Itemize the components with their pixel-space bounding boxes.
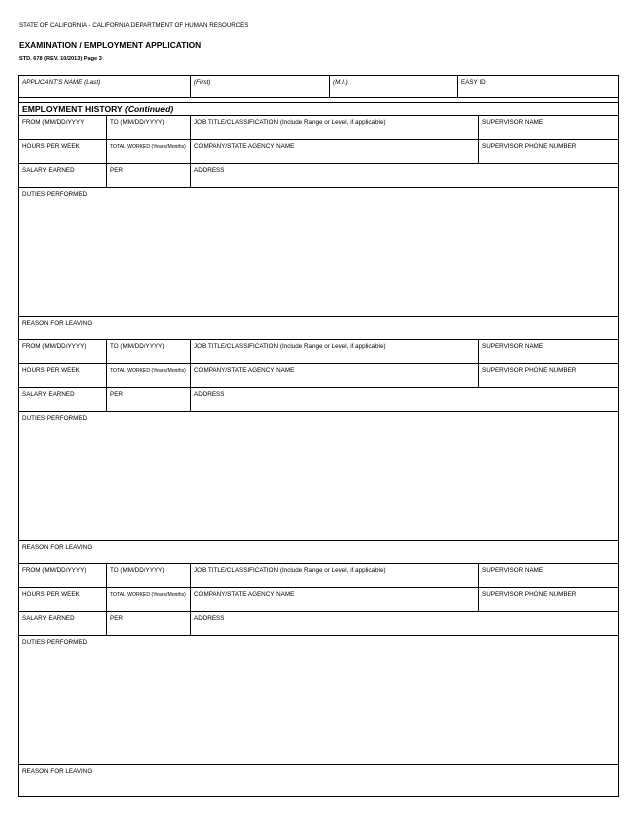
- company-field[interactable]: [190, 364, 478, 387]
- easy-id-field[interactable]: [457, 76, 618, 97]
- per-field[interactable]: [106, 612, 190, 635]
- address-label: ADDRESS: [194, 615, 225, 622]
- supervisor-phone-label: SUPERVISOR PHONE NUMBER: [482, 367, 577, 374]
- salary-row: [19, 164, 618, 188]
- reason-label: REASON FOR LEAVING: [22, 544, 93, 551]
- address-label: ADDRESS: [194, 167, 225, 174]
- supervisor-name-label: SUPERVISOR NAME: [482, 567, 544, 574]
- reason-label: REASON FOR LEAVING: [22, 768, 93, 775]
- hours-field[interactable]: [19, 140, 106, 163]
- duties-field[interactable]: [19, 636, 618, 765]
- to-date-label: TO (MM/DD/YYYY): [110, 567, 165, 574]
- address-label: ADDRESS: [194, 391, 225, 398]
- job-title-field[interactable]: [190, 340, 478, 363]
- company-label: COMPANY/STATE AGENCY NAME: [194, 591, 295, 598]
- form-id: STD. 678 (REV. 10/2013) Page 3: [19, 56, 102, 62]
- total-worked-field[interactable]: [106, 588, 190, 611]
- to-date-label: TO (MM/DD/YYYY): [110, 119, 165, 126]
- address-field[interactable]: [190, 164, 618, 187]
- first-name-field[interactable]: [190, 76, 329, 97]
- section-title: [22, 104, 173, 114]
- from-date-field[interactable]: [19, 564, 106, 587]
- section-title-text: EMPLOYMENT HISTORY: [22, 104, 123, 114]
- salary-row: [19, 612, 618, 636]
- hours-row: [19, 140, 618, 164]
- company-label: COMPANY/STATE AGENCY NAME: [194, 367, 295, 374]
- hours-label: HOURS PER WEEK: [22, 591, 80, 598]
- hours-field[interactable]: [19, 588, 106, 611]
- total-worked-label: TOTAL WORKED (Years/Months): [110, 592, 186, 598]
- per-label: PER: [110, 615, 123, 622]
- from-date-label: FROM (MM/DD/YYYY): [22, 343, 87, 350]
- from-date-field[interactable]: [19, 116, 106, 139]
- total-worked-field[interactable]: [106, 140, 190, 163]
- application-form: [18, 75, 619, 797]
- job-title-label: JOB TITLE/CLASSIFICATION (Include Range or Level, if applicable): [194, 343, 386, 350]
- to-date-field[interactable]: [106, 564, 190, 587]
- employment-entry: [19, 340, 618, 564]
- job-title-field[interactable]: [190, 116, 478, 139]
- employment-entry: [19, 564, 618, 796]
- from-date-field[interactable]: [19, 340, 106, 363]
- supervisor-phone-label: SUPERVISOR PHONE NUMBER: [482, 143, 577, 150]
- agency-header: STATE OF CALIFORNIA - CALIFORNIA DEPARTMENT OF HUMAN RESOURCES: [19, 22, 249, 29]
- reason-field[interactable]: [19, 765, 618, 796]
- job-title-field[interactable]: [190, 564, 478, 587]
- reason-field[interactable]: [19, 317, 618, 340]
- form-title: EXAMINATION / EMPLOYMENT APPLICATION: [19, 40, 202, 50]
- total-worked-label: TOTAL WORKED (Years/Months): [110, 368, 186, 374]
- salary-label: SALARY EARNED: [22, 615, 75, 622]
- supervisor-name-field[interactable]: [478, 564, 618, 587]
- reason-field[interactable]: [19, 541, 618, 564]
- per-label: PER: [110, 167, 123, 174]
- company-field[interactable]: [190, 140, 478, 163]
- from-date-label: FROM (MM/DD/YYYY): [22, 567, 87, 574]
- company-label: COMPANY/STATE AGENCY NAME: [194, 143, 295, 150]
- middle-initial-label: (M.I.): [333, 79, 348, 86]
- supervisor-phone-field[interactable]: [478, 364, 618, 387]
- middle-initial-field[interactable]: [329, 76, 457, 97]
- easy-id-label: EASY ID: [461, 79, 486, 86]
- supervisor-phone-field[interactable]: [478, 140, 618, 163]
- employment-entry: [19, 116, 618, 340]
- job-title-label: JOB TITLE/CLASSIFICATION (Include Range or Level, if applicable): [194, 567, 386, 574]
- last-name-label: APPLICANT'S NAME (Last): [22, 79, 101, 86]
- total-worked-label: TOTAL WORKED (Years/Months): [110, 144, 186, 150]
- to-date-field[interactable]: [106, 116, 190, 139]
- hours-label: HOURS PER WEEK: [22, 367, 80, 374]
- supervisor-name-field[interactable]: [478, 116, 618, 139]
- duties-field[interactable]: [19, 188, 618, 317]
- dates-row: [19, 340, 618, 364]
- job-title-label: JOB TITLE/CLASSIFICATION (Include Range or Level, if applicable): [194, 119, 386, 126]
- salary-field[interactable]: [19, 388, 106, 411]
- employment-history-header: [19, 102, 618, 116]
- to-date-label: TO (MM/DD/YYYY): [110, 343, 165, 350]
- dates-row: [19, 116, 618, 140]
- duties-field[interactable]: [19, 412, 618, 541]
- supervisor-phone-label: SUPERVISOR PHONE NUMBER: [482, 591, 577, 598]
- duties-label: DUTIES PERFORMED: [22, 191, 88, 198]
- supervisor-phone-field[interactable]: [478, 588, 618, 611]
- supervisor-name-field[interactable]: [478, 340, 618, 363]
- salary-field[interactable]: [19, 612, 106, 635]
- reason-label: REASON FOR LEAVING: [22, 320, 93, 327]
- hours-field[interactable]: [19, 364, 106, 387]
- dates-row: [19, 564, 618, 588]
- hours-row: [19, 364, 618, 388]
- salary-label: SALARY EARNED: [22, 167, 75, 174]
- last-name-field[interactable]: [19, 76, 190, 97]
- duties-label: DUTIES PERFORMED: [22, 639, 88, 646]
- applicant-name-row: [19, 76, 618, 98]
- address-field[interactable]: [190, 612, 618, 635]
- company-field[interactable]: [190, 588, 478, 611]
- salary-label: SALARY EARNED: [22, 391, 75, 398]
- address-field[interactable]: [190, 388, 618, 411]
- total-worked-field[interactable]: [106, 364, 190, 387]
- salary-field[interactable]: [19, 164, 106, 187]
- hours-label: HOURS PER WEEK: [22, 143, 80, 150]
- salary-row: [19, 388, 618, 412]
- to-date-field[interactable]: [106, 340, 190, 363]
- first-name-label: (First): [194, 79, 211, 86]
- duties-label: DUTIES PERFORMED: [22, 415, 88, 422]
- section-title-suffix: (Continued): [124, 104, 174, 114]
- from-date-label: FROM (MM/DD/YYYY: [22, 119, 85, 126]
- supervisor-name-label: SUPERVISOR NAME: [482, 343, 544, 350]
- supervisor-name-label: SUPERVISOR NAME: [482, 119, 544, 126]
- per-field[interactable]: [106, 388, 190, 411]
- hours-row: [19, 588, 618, 612]
- per-field[interactable]: [106, 164, 190, 187]
- per-label: PER: [110, 391, 123, 398]
